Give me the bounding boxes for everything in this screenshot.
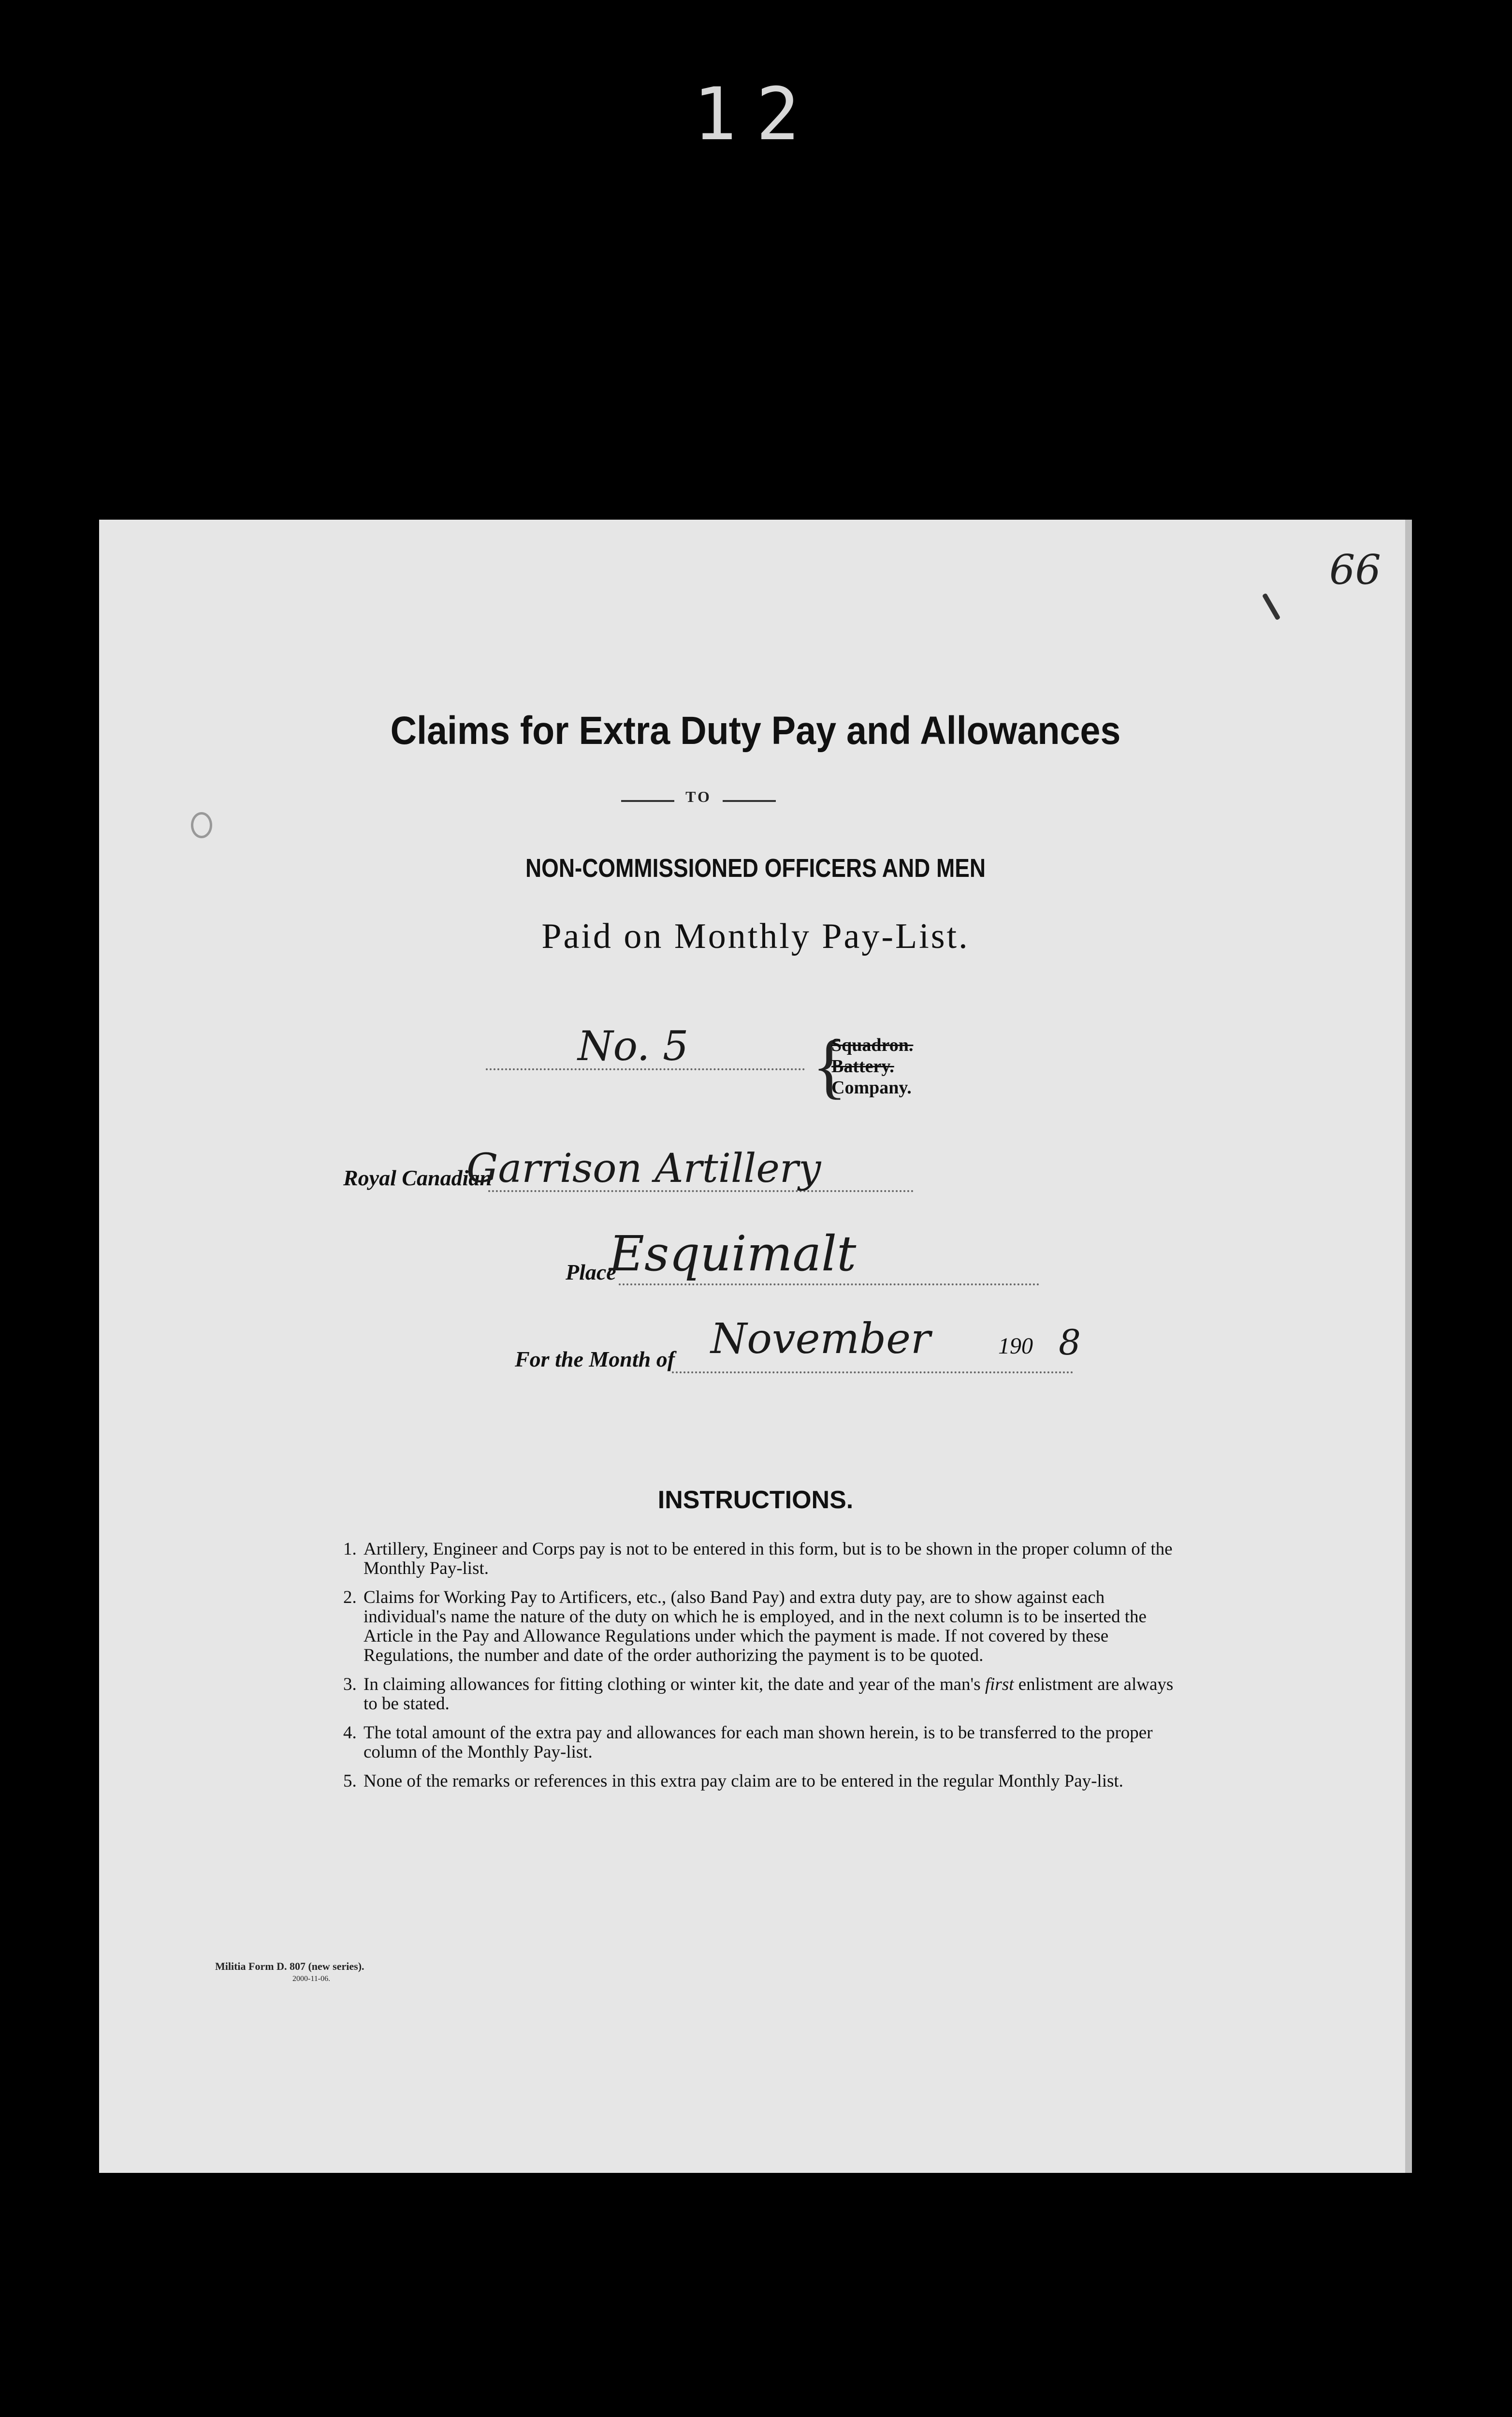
form-number: Militia Form D. 807 (new series). 2000-11-06. [215,1960,364,1985]
punch-hole-mark [191,812,212,838]
instruction-item: 3. In claiming allowances for fitting clothing or winter kit, the date and year of the man's first enlistment are always to be stated. [343,1674,1174,1714]
place-label: Place [566,1260,616,1284]
unit-type-squadron: Squadron. [831,1035,914,1055]
month-label: For the Month of [515,1347,675,1371]
unit-type-list [831,1034,913,1098]
brace-symbol: { [812,1026,847,1106]
to-text: TO [674,788,723,806]
place-line [619,1283,1039,1285]
month-value: November [711,1315,931,1363]
form-subtitle: NON-COMMISSIONED OFFICERS AND MEN [525,854,986,883]
month-line [672,1371,1073,1373]
frame-number: 12 [693,73,819,157]
speck-mark [1262,593,1281,621]
corps-label: Royal Canadian [343,1165,493,1190]
instruction-item: 1. Artillery, Engineer and Corps pay is not to be entered in this form, but is to be shown in the proper column of the Monthly Pay-list. [343,1539,1173,1578]
form-date: 2000-11-06. [292,1975,331,1983]
instruction-item: 5. None of the remarks or references in this extra pay claim are to be entered in the regular Monthly Pay-list. [343,1771,1123,1791]
instruction-item: 4. The total amount of the extra pay and allowances for each man shown herein, is to be transferred to the proper column of the Monthly Pay-list. [343,1723,1153,1762]
unit-type-battery: Battery. [831,1056,894,1077]
instructions-heading: INSTRUCTIONS. [657,1486,854,1514]
year-suffix: 8 [1059,1322,1081,1363]
instructions-list [343,1540,1175,1801]
folio-number: 66 [1329,546,1381,594]
instruction-item: 2. Claims for Working Pay to Artificers, etc., (also Band Pay) and extra duty pay, are to show against each individual's name the nature of the duty on which he is employed, and in the next column is to be inserted the Article in the Pay and Allowance Regulations under which the payment is made. If not covered by these Regulations, the number and date of the order authorizing the payment is to be quoted. [343,1587,1147,1665]
place-value: Esquimalt [609,1225,857,1282]
form-subtitle-2: Paid on Monthly Pay-List. [541,917,970,956]
unit-type-company: Company. [831,1077,912,1098]
unit-number-value: No. 5 [578,1022,689,1070]
corps-value: Garrison Artillery [466,1146,821,1192]
form-title: Claims for Extra Duty Pay and Allowances [390,709,1121,753]
form-sheet [99,520,1412,2173]
year-prefix: 190 [998,1333,1033,1359]
